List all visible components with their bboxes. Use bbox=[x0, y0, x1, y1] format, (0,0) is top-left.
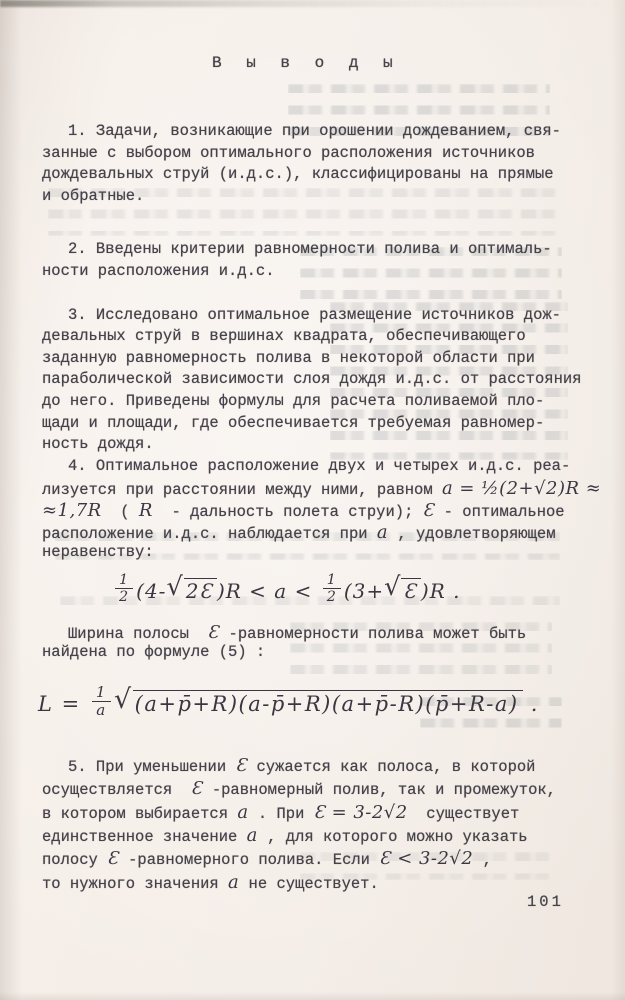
square-root: √ 2Ɛ bbox=[166, 578, 217, 604]
typed-text: и обратные. bbox=[42, 186, 145, 205]
handwritten-symbol: a bbox=[228, 871, 240, 893]
typed-text: 4. Оптимальное расположение двух и четырех и.д.с. реа- bbox=[68, 456, 571, 475]
page-number: 101 bbox=[527, 893, 564, 911]
page-title: В ы в о д ы bbox=[212, 54, 401, 72]
typed-text: осуществляется bbox=[42, 781, 191, 800]
typed-text: Ширина полосы bbox=[68, 624, 208, 643]
text-line bbox=[42, 500, 608, 522]
typed-text: , для которого можно указать bbox=[257, 828, 528, 847]
text-line bbox=[42, 327, 608, 349]
typed-text: найдена по формуле (5) : bbox=[42, 643, 266, 662]
text-line bbox=[42, 392, 608, 414]
text-line bbox=[42, 262, 608, 284]
fraction: $\frac{1}{2}$ bbox=[115, 573, 133, 605]
conclusion-5 bbox=[42, 755, 608, 895]
typed-text: -равномерного полива. Если bbox=[118, 851, 380, 870]
typed-text: занные с выбором оптимального расположения источников bbox=[42, 143, 535, 162]
text-line bbox=[42, 848, 608, 871]
typed-text: полосу bbox=[42, 851, 108, 870]
handwritten-symbol: ≈1,7R bbox=[42, 499, 102, 521]
square-root: √ Ɛ bbox=[384, 578, 421, 604]
document-body bbox=[38, 0, 608, 895]
typed-text: - дальность полета струи); bbox=[152, 502, 423, 521]
conclusion-1 bbox=[42, 122, 608, 208]
typed-text: расположение и.д.с. наблюдается при bbox=[42, 524, 377, 543]
handwritten-symbol: Ɛ = 3-2√2 bbox=[313, 801, 408, 823]
text-line bbox=[42, 144, 608, 166]
typed-text: (4- bbox=[136, 578, 167, 603]
fraction: $\frac{1}{2}$ bbox=[323, 573, 341, 605]
typed-text: )R < a < bbox=[216, 578, 320, 603]
text-line bbox=[42, 478, 608, 500]
text-line bbox=[42, 457, 608, 479]
typed-text: . bbox=[522, 691, 539, 716]
band-width-intro bbox=[42, 622, 608, 665]
typed-text: (3+ bbox=[343, 578, 385, 603]
text-line bbox=[42, 414, 608, 436]
conclusions-list bbox=[38, 122, 608, 895]
handwritten-symbol: a bbox=[246, 825, 258, 847]
typed-text: -равномерности полива может быть bbox=[219, 624, 527, 643]
handwritten-symbol: Ɛ < 3-2√2 bbox=[379, 848, 474, 870]
handwritten-symbol: Ɛ bbox=[207, 621, 220, 643]
typed-text: лизуется при расстоянии между ними, равном bbox=[42, 481, 442, 500]
text-line bbox=[42, 543, 608, 565]
typed-text: сужается как полоса, в которой bbox=[247, 757, 536, 776]
text-line bbox=[42, 370, 608, 392]
typed-text: )R . bbox=[420, 578, 461, 603]
square-root: √ (a+p̄+R)(a-p̄+R)(a+p̄-R)(p̄+R-a) bbox=[114, 690, 523, 717]
typed-text: , удовлетворяющем bbox=[388, 524, 556, 543]
text-line bbox=[42, 349, 608, 371]
typed-text: неравенству: bbox=[42, 543, 154, 562]
text-line bbox=[42, 240, 608, 262]
typed-text: , bbox=[473, 851, 492, 870]
typed-text: 2. Введены критерии равномерности полива и оптималь- bbox=[68, 240, 552, 259]
conclusion-2 bbox=[42, 240, 608, 283]
handwritten-symbol: R bbox=[138, 499, 153, 521]
typed-text: 5. При уменьшении bbox=[68, 757, 236, 776]
text-line bbox=[42, 643, 608, 665]
typed-text: . При bbox=[248, 804, 314, 823]
text-line bbox=[42, 872, 608, 895]
typed-text: щади и площади, где обеспечивается требуемая равномер- bbox=[42, 413, 545, 432]
typed-text: дождевальных струй (и.д.с.), классифицированы на прямые bbox=[42, 165, 554, 184]
typed-text: - оптимальное bbox=[434, 502, 565, 521]
typed-text: то нужного значения bbox=[42, 874, 229, 893]
conclusion-3 bbox=[42, 306, 608, 457]
typed-text: L = bbox=[38, 691, 89, 716]
text-line bbox=[42, 778, 608, 801]
text-line bbox=[42, 165, 608, 187]
typed-text: параболической зависимости слоя дождя и.д.с. от расстояния bbox=[42, 370, 582, 389]
handwritten-symbol: a bbox=[376, 521, 389, 543]
page-edge-shading-left bbox=[0, 0, 22, 1000]
fraction: $\frac{1}{a}$ bbox=[92, 685, 111, 718]
page-edge-shading-right bbox=[611, 0, 625, 1000]
handwritten-symbol: Ɛ bbox=[107, 848, 119, 870]
text-line bbox=[42, 306, 608, 328]
page-edge-shading-bottom bbox=[0, 992, 625, 1000]
conclusion-4 bbox=[42, 457, 608, 565]
typed-text: ность дождя. bbox=[42, 435, 154, 454]
typed-text: существует bbox=[407, 804, 520, 823]
text-line bbox=[42, 435, 608, 457]
text-line bbox=[42, 522, 608, 544]
typed-text: в котором выбирается bbox=[42, 804, 238, 823]
text-line bbox=[42, 622, 608, 644]
typed-text: ( bbox=[101, 502, 139, 521]
text-line bbox=[42, 825, 608, 848]
text-line bbox=[42, 187, 608, 209]
handwritten-symbol: a bbox=[237, 801, 249, 823]
typed-text: ности расположения и.д.с. bbox=[42, 261, 275, 280]
typed-text: 3. Исследовано оптимальное размещение источников дож- bbox=[68, 305, 561, 324]
typed-text: 1. Задачи, возникающие при орошении дождеванием, свя- bbox=[68, 122, 561, 140]
typed-text: до него. Приведены формулы для расчета поливаемой пло- bbox=[42, 391, 545, 410]
typed-text: девальных струй в вершинах квадрата, обеспечивающего bbox=[42, 327, 526, 346]
typed-text: единственное значение bbox=[42, 828, 247, 847]
band-width-formula bbox=[38, 677, 608, 731]
handwritten-symbol: Ɛ bbox=[190, 778, 203, 800]
text-line bbox=[42, 755, 608, 778]
text-line bbox=[42, 802, 608, 825]
handwritten-symbol: a = ½(2+√2)R ≈ bbox=[441, 478, 602, 500]
typed-text: не существует. bbox=[239, 874, 379, 893]
typed-text: -равномерный полив, так и промежуток, bbox=[202, 781, 556, 800]
handwritten-symbol: Ɛ bbox=[422, 499, 435, 521]
text-line bbox=[42, 122, 608, 144]
handwritten-symbol: Ɛ bbox=[235, 754, 248, 776]
typed-text: заданную равномерность полива в некоторой области при bbox=[42, 348, 535, 367]
inequality-formula bbox=[42, 569, 608, 613]
